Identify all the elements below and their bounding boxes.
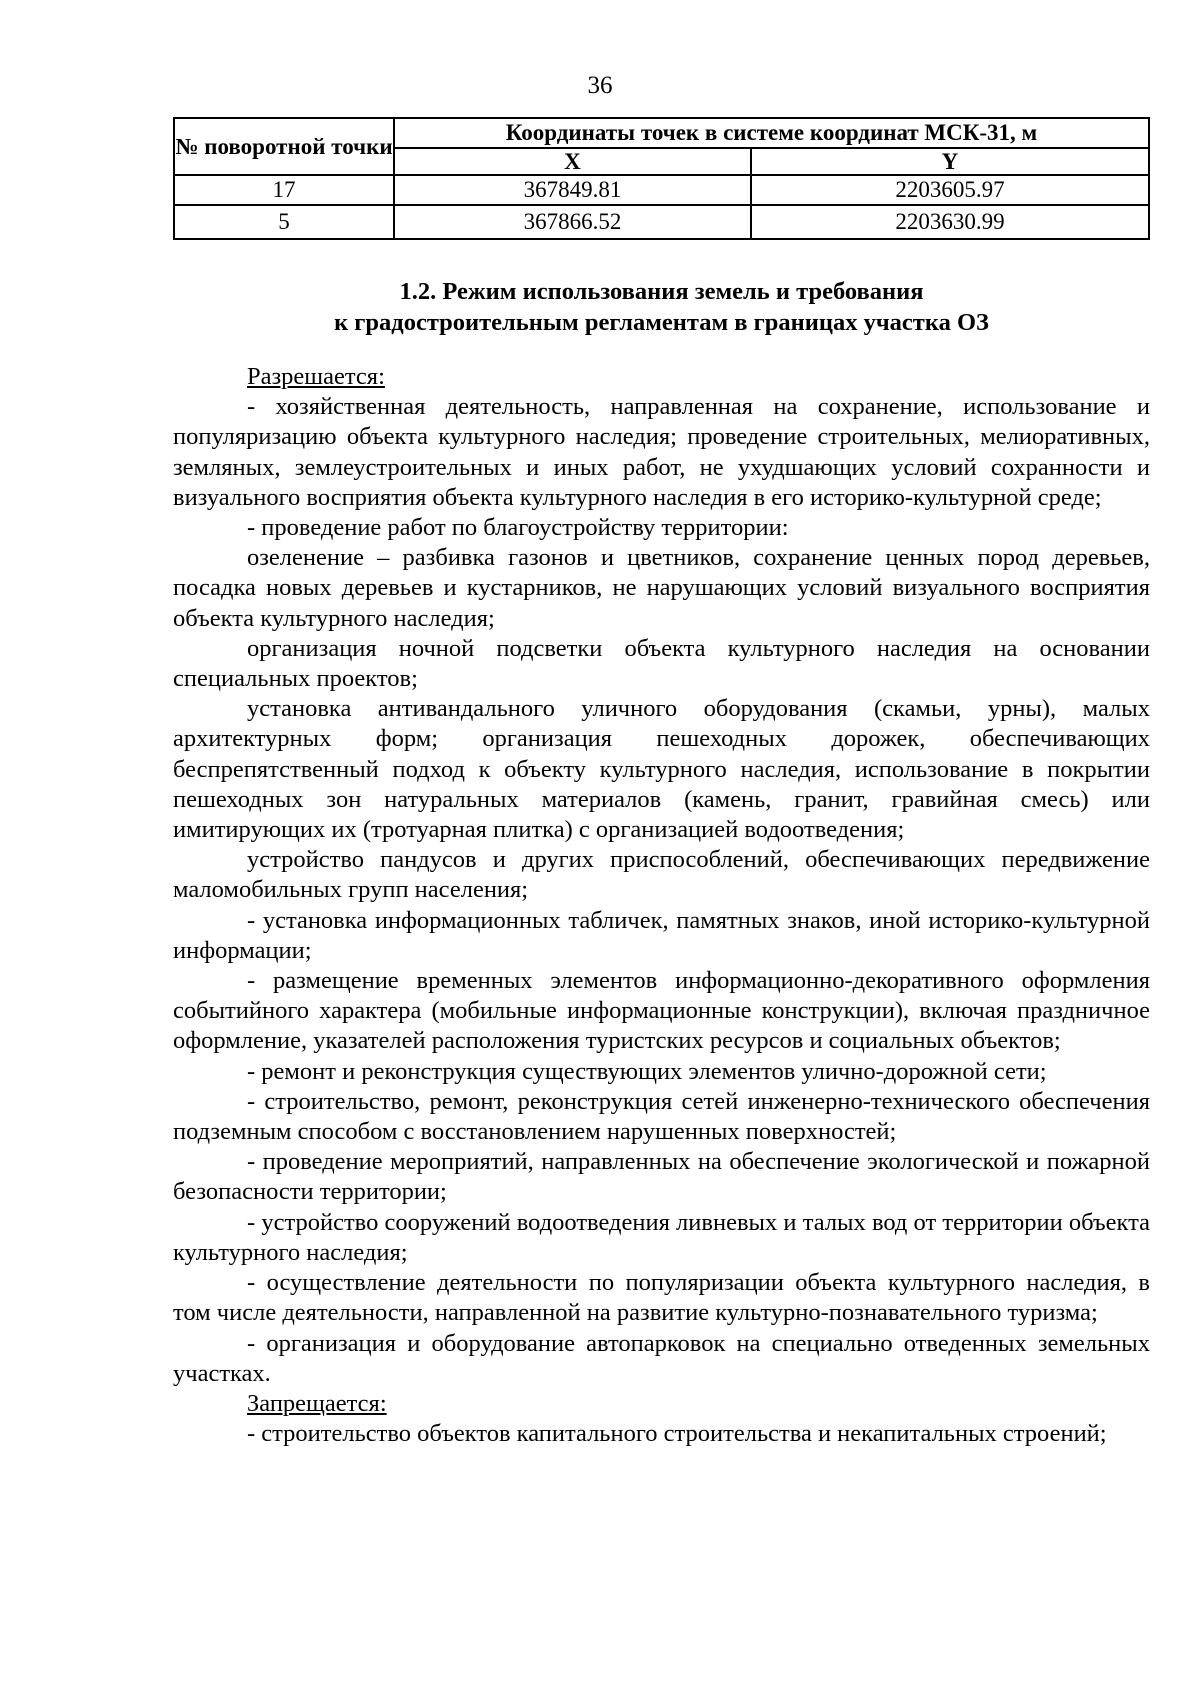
page-number: 36 (587, 72, 613, 99)
paragraph: - устройство сооружений водоотведения ливневых и талых вод от территории объекта культурного наследия; (173, 1208, 1150, 1266)
paragraph: - установка информационных табличек, памятных знаков, иной историко-культурной информации; (173, 906, 1150, 964)
section-title-line-2: к градостроительным регламентам в границах участка ОЗ (334, 309, 989, 336)
paragraph: - ремонт и реконструкция существующих элементов улично-дорожной сети; (247, 1057, 1047, 1085)
paragraph: - проведение работ по благоустройству территории: (247, 514, 789, 542)
cell-point: 5 (174, 205, 394, 239)
paragraph: установка антивандального уличного оборудования (скамьи, урны), малых архитектурных форм; организация пешеходных дорожек, обеспечивающих беспрепятственный подход к объекту культурного наследия, использование в покрытии пешеходных зон натуральных материалов (камень, гранит, гравийная смесь) или имитирующих их (тротуарная плитка) с организацией водоотведения; (173, 695, 1150, 844)
cell-y: 2203605.97 (751, 175, 1149, 205)
section-heading: Запрещается: (247, 1389, 387, 1417)
paragraph: - хозяйственная деятельность, направленная на сохранение, использование и популяризацию объекта культурного наследия; проведение строительных, мелиоративных, земляных, землеустроительных и иных работ, не ухудшающих условий сохранности и визуального восприятия объекта культурного наследия в его историко-культурной среде; (173, 393, 1150, 511)
coordinates-table (173, 117, 1150, 240)
paragraph: - размещение временных элементов информационно-декоративного оформления событийного характера (мобильные информационные конструкции), включая праздничное оформление, указателей расположения туристских ресурсов и социальных объектов; (173, 967, 1150, 1055)
section-title-line-1: 1.2. Режим использования земель и требования (399, 278, 924, 305)
paragraph: устройство пандусов и других приспособлений, обеспечивающих передвижение маломобильных групп населения; (173, 846, 1150, 904)
section-heading: Разрешается: (247, 363, 385, 390)
paragraph: - организация и оборудование автопарковок на специально отведенных земельных участках. (173, 1329, 1150, 1387)
paragraph: - строительство объектов капитального строительства и некапитальных строений; (247, 1420, 1107, 1448)
body-text (173, 362, 1150, 1449)
section-title (173, 276, 1150, 338)
header-x: X (394, 148, 751, 175)
table-row (174, 175, 1149, 205)
cell-y: 2203630.99 (751, 205, 1149, 239)
cell-point: 17 (174, 175, 394, 205)
header-coordinates: Координаты точек в системе координат МСК-31, м (394, 118, 1149, 148)
table-row (174, 205, 1149, 239)
paragraph: - проведение мероприятий, направленных на обеспечение экологической и пожарной безопасности территории; (173, 1148, 1150, 1206)
paragraph: организация ночной подсветки объекта культурного наследия на основании специальных проектов; (173, 634, 1150, 693)
cell-x: 367849.81 (394, 175, 751, 205)
paragraph: - осуществление деятельности по популяризации объекта культурного наследия, в том числе деятельности, направленной на развитие культурно-познавательного туризма; (173, 1269, 1150, 1327)
header-y: Y (751, 148, 1149, 175)
header-point-number: № поворотной точки (174, 118, 394, 175)
cell-x: 367866.52 (394, 205, 751, 239)
paragraph: - строительство, ремонт, реконструкция сетей инженерно-технического обеспечения подземным способом с восстановлением нарушенных поверхностей; (173, 1087, 1150, 1146)
paragraph: озеленение – разбивка газонов и цветников, сохранение ценных пород деревьев, посадка новых деревьев и кустарников, не нарушающих условий визуального восприятия объекта культурного наследия; (173, 544, 1150, 632)
